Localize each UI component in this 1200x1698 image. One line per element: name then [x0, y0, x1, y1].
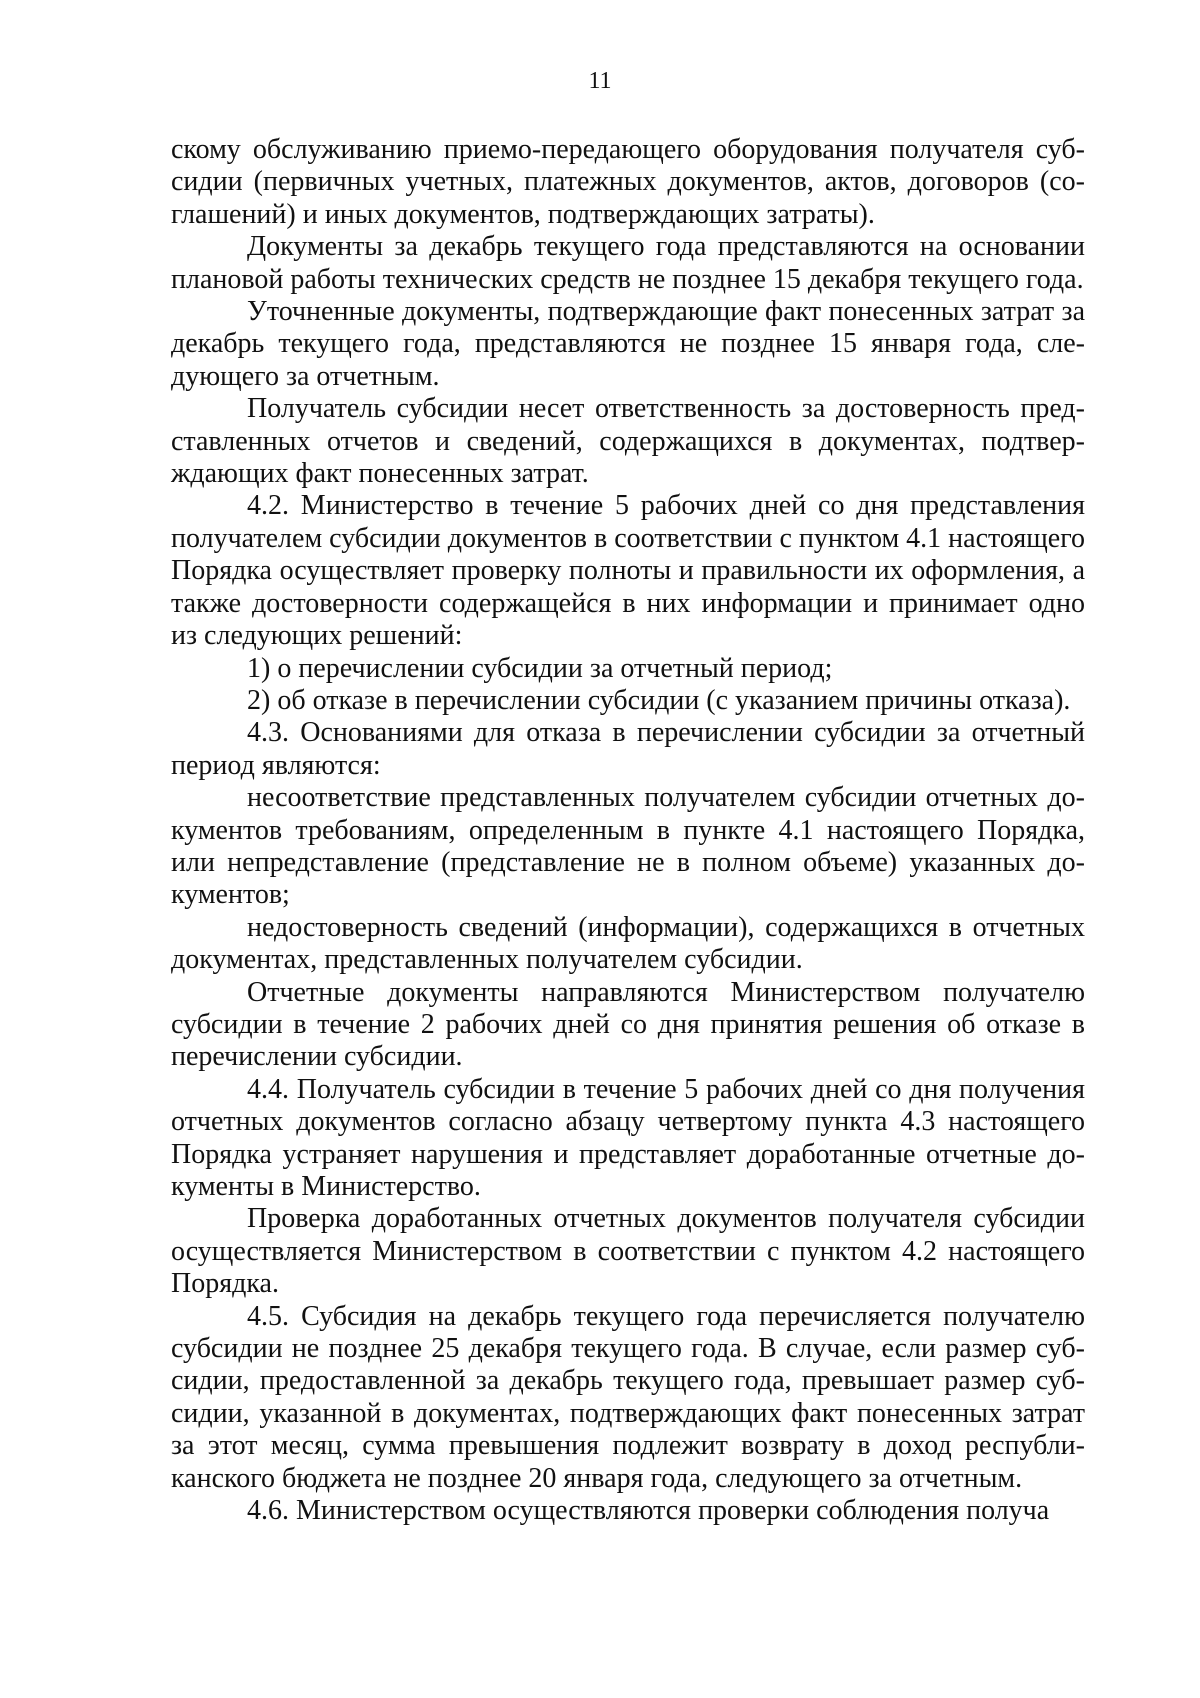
paragraph: Проверка доработанных отчетных документов получателя субсидии осуществляется Министерством в соответствии с пунктом 4.2 настоящего Порядка.	[171, 1203, 1085, 1300]
paragraph-clause-4-5: 4.5. Субсидия на декабрь текущего года перечисляется получателю субсидии не позднее 25 декабря текущего года. В случае, если размер субсидии, предоставленной за декабрь текущего года, превышает размер субсидии, указанной в документах, подтверждающих факт понесенных затрат за этот месяц, сумма превышения подлежит возврату в доход республиканского бюджета не позднее 20 января года, следующего за отчетным.	[171, 1300, 1085, 1494]
document-body	[171, 134, 1085, 1527]
paragraph: Получатель субсидии несет ответственность за достоверность представленных отчетов и сведений, содержащихся в документах, подтверждающих факт понесенных затрат.	[171, 393, 1085, 490]
paragraph: несоответствие представленных получателем субсидии отчетных документов требованиям, определенным в пункте 4.1 настоящего Порядка, или непредставление (представление не в полном объеме) указанных документов;	[171, 782, 1085, 911]
paragraph-clause-4-2: 4.2. Министерство в течение 5 рабочих дней со дня представления получателем субсидии документов в соответствии с пунктом 4.1 настоящего Порядка осуществляет проверку полноты и правильности их оформления, а также достоверности содержащейся в них информации и принимает одно из следующих решений:	[171, 490, 1085, 652]
paragraph: недостоверность сведений (информации), содержащихся в отчетных документах, представленных получателем субсидии.	[171, 911, 1085, 976]
paragraph-clause-4-4: 4.4. Получатель субсидии в течение 5 рабочих дней со дня получения отчетных документов согласно абзацу четвертому пункта 4.3 настоящего Порядка устраняет нарушения и представляет доработанные отчетные документы в Министерство.	[171, 1073, 1085, 1202]
paragraph-clause-4-6: 4.6. Министерством осуществляются проверки соблюдения получа	[247, 1495, 1050, 1527]
paragraph: Отчетные документы направляются Министерством получателю субсидии в течение 2 рабочих дней со дня принятия решения об отказе в перечислении субсидии.	[171, 976, 1085, 1073]
list-item-decision-1: 1) о перечислении субсидии за отчетный период;	[247, 652, 833, 684]
paragraph: Уточненные документы, подтверждающие факт понесенных затрат за декабрь текущего года, представляются не позднее 15 января года, следующего за отчетным.	[171, 296, 1085, 392]
paragraph-continuation: скому обслуживанию приемо-передающего оборудования получателя субсидии (первичных учетных, платежных документов, актов, договоров (соглашений) и иных документов, подтверждающих затраты).	[171, 134, 1085, 230]
paragraph: Документы за декабрь текущего года представляются на основании плановой работы технических средств не позднее 15 декабря текущего года.	[171, 231, 1085, 295]
page-number: 11	[588, 68, 612, 94]
paragraph-clause-4-3: 4.3. Основаниями для отказа в перечислении субсидии за отчетный период являются:	[171, 717, 1085, 781]
list-item-decision-2: 2) об отказе в перечислении субсидии (с указанием причины отказа).	[247, 684, 1071, 716]
